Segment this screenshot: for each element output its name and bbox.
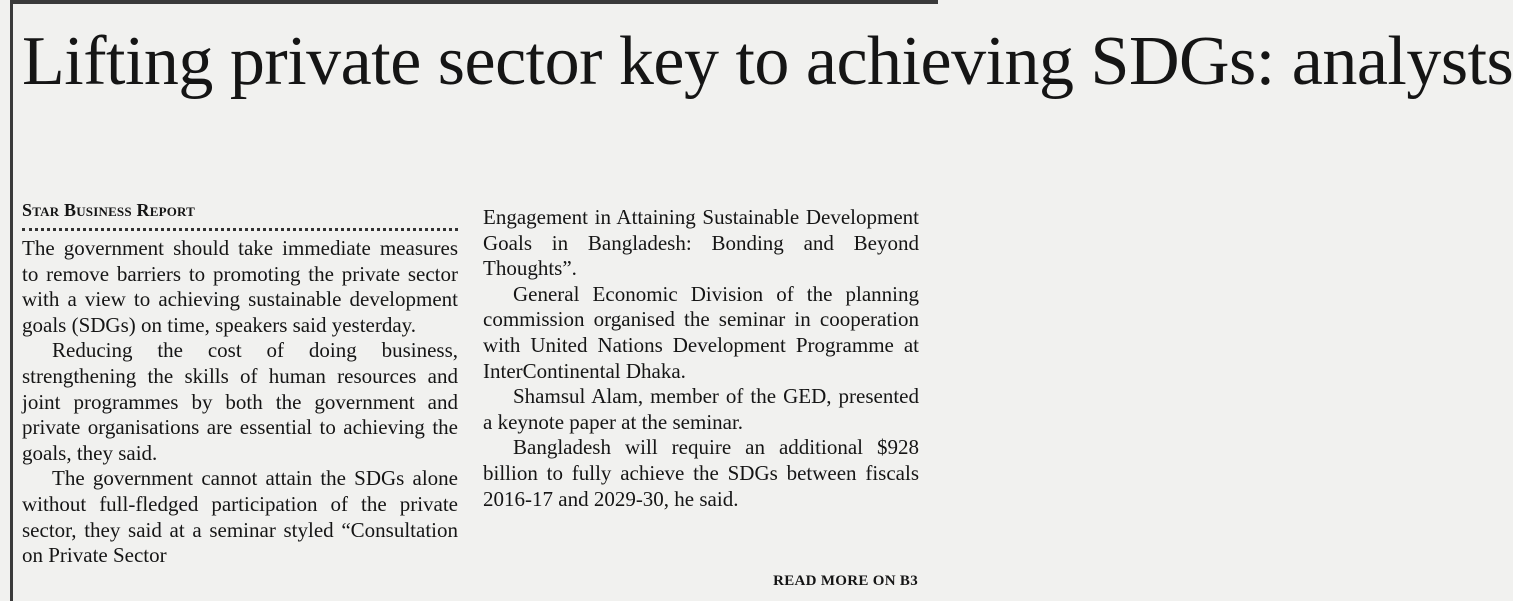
article-column-1 bbox=[22, 236, 458, 569]
left-border-rule bbox=[10, 0, 13, 601]
paragraph-4: General Economic Division of the planning commission organised the seminar in cooperation with United Nations Development Programme at InterContinental Dhaka. bbox=[483, 281, 919, 383]
byline: Star Business Report bbox=[22, 200, 196, 220]
read-more-link[interactable]: READ MORE ON B3 bbox=[773, 573, 918, 589]
paragraph-6: Bangladesh will require an additional $928 billion to fully achieve the SDGs between fiscals 2016-17 and 2029-30, he said. bbox=[483, 435, 919, 511]
paragraph-3: The government cannot attain the SDGs alone without full-fledged participation of the private sector, they said at a seminar styled “Consultation on Private Sector bbox=[22, 466, 458, 568]
article-headline: Lifting private sector key to achieving SDGs: analysts bbox=[22, 23, 1513, 100]
paragraph-3-continued: Engagement in Attaining Sustainable Development Goals in Bangladesh: Bonding and Beyond Thoughts”. bbox=[483, 205, 919, 281]
article-column-2 bbox=[483, 205, 919, 512]
dotted-divider bbox=[22, 228, 458, 231]
paragraph-1: The government should take immediate measures to remove barriers to promoting the private sector with a view to achieving sustainable development goals (SDGs) on time, speakers said yesterday. bbox=[22, 236, 458, 337]
top-border-rule bbox=[10, 0, 938, 4]
paragraph-5: Shamsul Alam, member of the GED, presented a keynote paper at the seminar. bbox=[483, 384, 919, 434]
paragraph-2: Reducing the cost of doing business, strengthening the skills of human resources and joint programmes by both the government and private organisations are essential to achieving the goals, they said. bbox=[22, 338, 458, 465]
